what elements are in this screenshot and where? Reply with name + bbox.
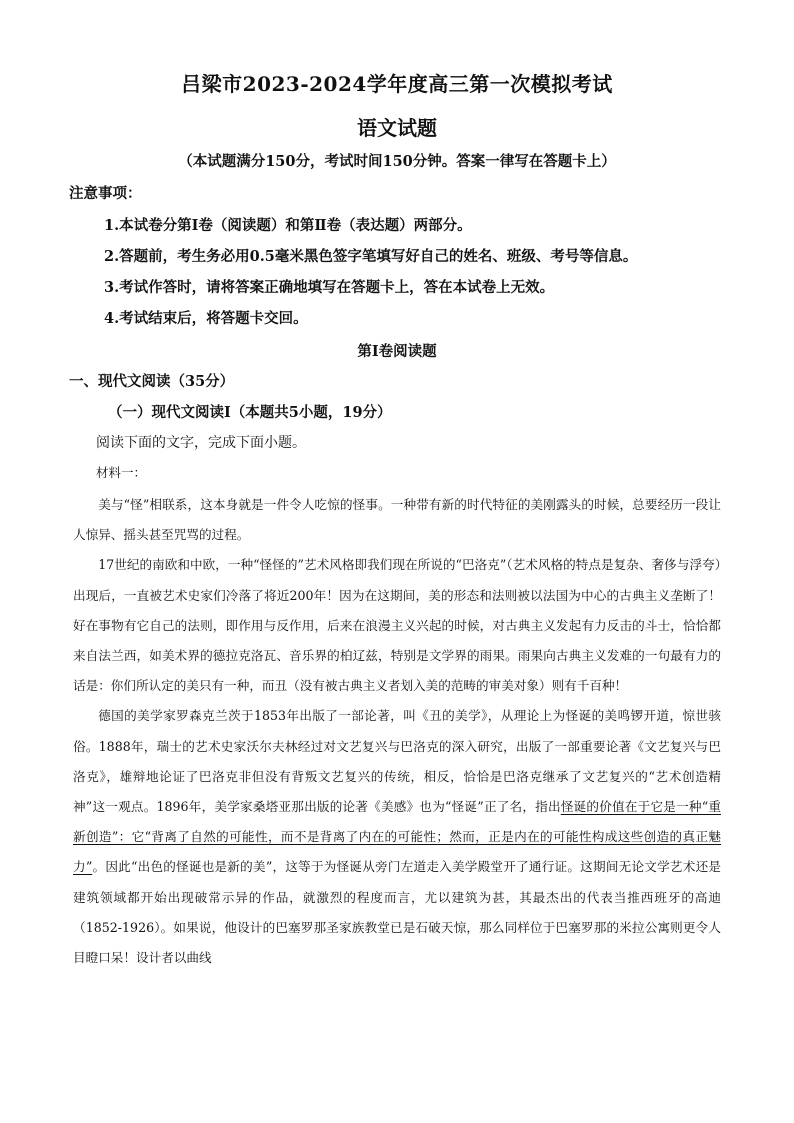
part-title: 第Ⅰ卷阅读题 [357, 343, 437, 360]
material-label: 材料一： [96, 465, 147, 480]
reading-instruction: 阅读下面的文字，完成下面小题。 [96, 435, 306, 451]
notice-item: 3.考试作答时，请将答案正确地填写在答题卡上，答在本试卷上无效。 [104, 279, 555, 296]
section-title: 一、现代文阅读（35分） [69, 373, 235, 390]
notice-item: 4.考试结束后，将答题卡交回。 [104, 310, 308, 327]
passage-paragraph [73, 701, 721, 973]
exam-note: （本试题满分150分，考试时间150分钟。答案一律写在答题卡上） [178, 153, 616, 170]
paragraph-text: 德国的美学家罗森克兰茨于1853年出版了一部论著，叫《丑的美学》，从理论上为怪诞的美鸣锣开道，惊世骇俗。1888年，瑞士的艺术史家沃尔夫林经过对文艺复兴与巴洛克的深入研究，出版了一部重要论著《文艺复兴与巴洛克》，雄辩地论证了巴洛克非但没有背叛文艺复兴的传统，相反，恰恰是巴洛克继承了文艺复兴的“艺术创造精神”这一观点。1896年，美学家桑塔亚那出版的论著《美感》也为“怪诞”正了名，指出 [73, 708, 721, 815]
exam-title: 吕梁市2023-2024学年度高三第一次模拟考试 [181, 72, 613, 96]
notice-item: 2.答题前，考生务必用0.5毫米黑色签字笔填写好自己的姓名、班级、考号等信息。 [104, 248, 638, 265]
subsection-title: （一）现代文阅读Ⅰ（本题共5小题，19分） [108, 404, 392, 421]
passage-paragraph: 美与“怪”相联系，这本身就是一件令人吃惊的怪事。一种带有新的时代特征的美刚露头的时候，总要经历一段让人惊异、摇头甚至咒骂的过程。 [73, 497, 721, 543]
notice-heading: 注意事项： [69, 185, 142, 202]
underlined-quote: 怪诞的价值在于它是一种“重新创造”：它“背离了自然的可能性，而不是背离了内在的可能性；然而，正是内在的可能性构成这些创造的真正魅力” [73, 799, 721, 875]
notice-item: 1.本试卷分第Ⅰ卷（阅读题）和第Ⅱ卷（表达题）两部分。 [104, 217, 472, 234]
exam-subtitle: 语文试题 [357, 116, 437, 140]
passage-body [73, 490, 721, 973]
passage-paragraph: 17世纪的南欧和中欧，一种“怪怪的”艺术风格即我们现在所说的“巴洛克”（艺术风格的特点是复杂、奢侈与浮夸）出现后，一直被艺术史家们冷落了将近200年！因为在这期间，美的形态和法则被以法国为中心的古典主义垄断了！好在事物有它自己的法则，即作用与反作用，后来在浪漫主义兴起的时候，对古典主义发起有力反击的斗士，恰恰都来自法兰西，如美术界的德拉克洛瓦、音乐界的柏辽兹，特别是文学界的雨果。雨果向古典主义发难的一句最有力的话是：你们所认定的美只有一种，而丑（没有被古典主义者划入美的范畴的审美对象）则有千百种！ [73, 557, 721, 694]
paragraph-text: 。因此“出色的怪诞也是新的美”，这等于为怪诞从旁门左道走入美学殿堂开了通行证。这期间无论文学艺术还是建筑领域都开始出现破常示异的作品，就激烈的程度而言，尤以建筑为甚，其最杰出的代表当推西班牙的高迪（1852-1926）。如果说，他设计的巴塞罗那圣家族教堂已是石破天惊，那么同样位于巴塞罗那的米拉公寓则更令人目瞪口呆！设计者以曲线 [73, 859, 721, 966]
